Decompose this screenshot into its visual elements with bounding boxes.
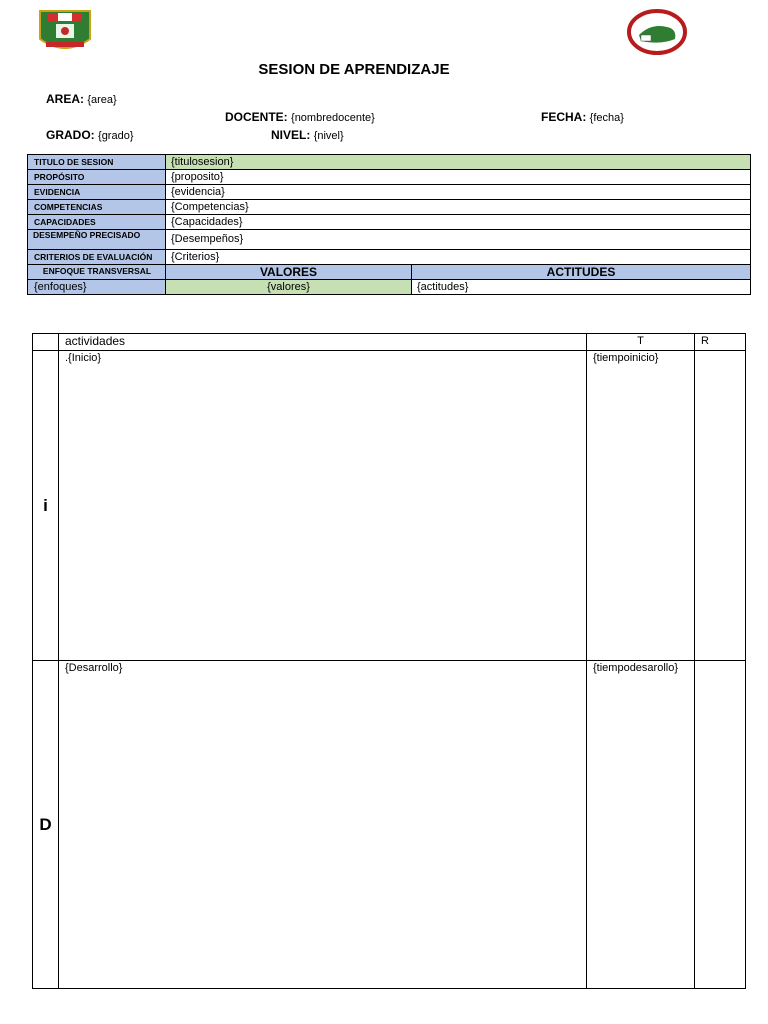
row-label: PROPÓSITO (28, 170, 166, 185)
table-row (33, 351, 746, 661)
titulo-value: {titulosesion} (166, 155, 751, 170)
actitudes-header: ACTITUDES (412, 265, 751, 280)
table-row (33, 661, 746, 989)
actitudes-value: {actitudes} (412, 280, 751, 295)
row-label: COMPETENCIAS (28, 200, 166, 215)
fecha-value: {fecha} (589, 112, 624, 124)
phase-header-cell (33, 334, 59, 351)
proposito-value: {proposito} (166, 170, 751, 185)
activities-header: actividades (59, 334, 587, 351)
docente-label: DOCENTE: (225, 110, 288, 124)
inicio-activity: .{Inicio} (59, 351, 587, 661)
area-field (46, 92, 117, 106)
phase-label: i (33, 351, 59, 661)
table-row (28, 155, 751, 170)
evidencia-value: {evidencia} (166, 185, 751, 200)
table-row (28, 265, 751, 280)
inicio-r (695, 351, 746, 661)
docente-field (225, 110, 375, 124)
table-row (28, 215, 751, 230)
inicio-time: {tiempoinicio} (587, 351, 695, 661)
desarrollo-r (695, 661, 746, 989)
table-row (28, 230, 751, 250)
nivel-value: {nivel} (313, 130, 344, 142)
enfoque-label: ENFOQUE TRANSVERSAL (28, 265, 166, 280)
capacidades-value: {Capacidades} (166, 215, 751, 230)
desarrollo-time: {tiempodesarollo} (587, 661, 695, 989)
table-row (28, 185, 751, 200)
grado-label: GRADO: (46, 128, 95, 142)
docente-value: {nombredocente} (291, 112, 375, 124)
valores-header: VALORES (166, 265, 412, 280)
activities-table (32, 333, 746, 989)
phase-label: D (33, 661, 59, 989)
nivel-label: NIVEL: (271, 128, 311, 142)
nivel-field (271, 128, 344, 142)
desempeno-value: {Desempeños} (166, 230, 751, 250)
ugel-seal-logo (627, 9, 687, 55)
r-header: R (695, 334, 746, 351)
table-row (28, 170, 751, 185)
row-label: CRITERIOS DE EVALUACIÓN (28, 250, 166, 265)
area-label: AREA: (46, 92, 84, 106)
table-row (28, 280, 751, 295)
time-header: T (587, 334, 695, 351)
criterios-value: {Criterios} (166, 250, 751, 265)
grado-field (46, 128, 134, 142)
grado-value: {grado} (98, 130, 134, 142)
row-label: EVIDENCIA (28, 185, 166, 200)
row-label: CAPACIDADES (28, 215, 166, 230)
table-row (28, 200, 751, 215)
competencias-value: {Competencias} (166, 200, 751, 215)
row-label: DESEMPEÑO PRECISADO (28, 230, 166, 250)
page-title: SESION DE APRENDIZAJE (258, 61, 450, 78)
table-header-row (33, 334, 746, 351)
session-info-table (27, 154, 751, 295)
area-value: {area} (87, 94, 117, 106)
valores-value: {valores} (166, 280, 412, 295)
fecha-field (541, 110, 624, 124)
table-row (28, 250, 751, 265)
desarrollo-activity: {Desarrollo} (59, 661, 587, 989)
row-label: TITULO DE SESION (28, 155, 166, 170)
fecha-label: FECHA: (541, 110, 587, 124)
enfoques-value: {enfoques} (28, 280, 166, 295)
school-crest-logo (38, 9, 92, 55)
